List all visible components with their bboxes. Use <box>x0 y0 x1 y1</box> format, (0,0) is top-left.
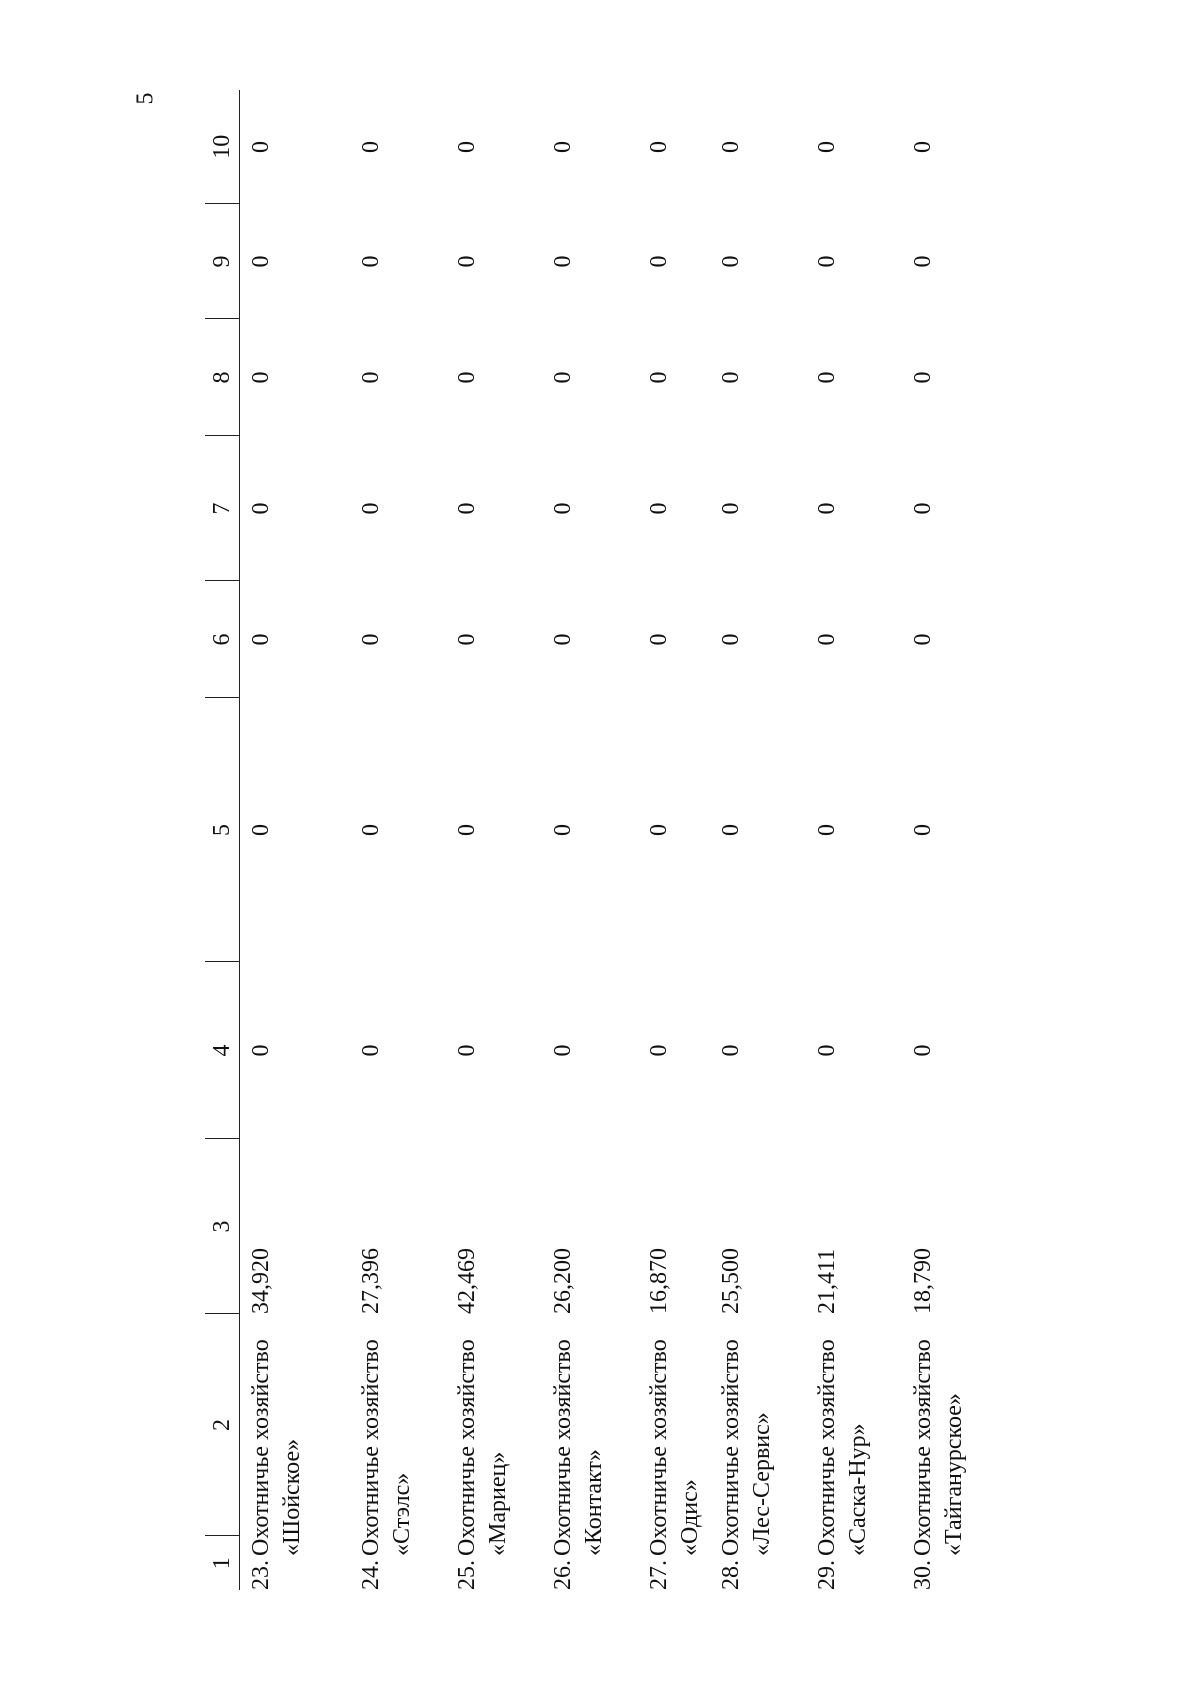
value-cell: 0 <box>248 824 274 836</box>
value-cell: 0 <box>813 502 840 515</box>
farm-name-cell <box>542 1314 638 1590</box>
value-cell: 0 <box>645 1044 672 1057</box>
column-header: 4 <box>205 962 240 1139</box>
row-number: 28. <box>717 1560 744 1590</box>
value-cell: 0 <box>909 1044 936 1057</box>
column-header: 10 <box>205 90 240 204</box>
value-cell: 0 <box>453 1044 480 1057</box>
value-cell: 0 <box>813 255 840 268</box>
row-number: 26. <box>549 1560 576 1590</box>
area-value-cell: 26,200 <box>549 1248 576 1314</box>
value-cell: 0 <box>357 502 384 515</box>
farm-name: Охотничье хозяйство «Мариец» <box>453 1339 511 1556</box>
value-cell: 0 <box>248 502 274 515</box>
column-header: 9 <box>205 204 240 319</box>
value-cell: 0 <box>909 141 936 153</box>
row-number: 27. <box>645 1560 672 1590</box>
value-cell: 0 <box>549 141 576 153</box>
value-cell: 0 <box>813 824 840 836</box>
value-cell: 0 <box>357 824 384 836</box>
page-number: 5 <box>132 92 159 105</box>
value-cell: 0 <box>357 141 384 153</box>
value-cell: 0 <box>248 1044 274 1057</box>
value-cell: 0 <box>717 633 744 646</box>
farm-name-cell <box>446 1314 542 1590</box>
value-cell: 0 <box>645 502 672 515</box>
farm-name-cell <box>638 1314 710 1590</box>
column-header: 7 <box>205 436 240 581</box>
area-value-cell: 34,920 <box>248 1248 274 1314</box>
value-cell: 0 <box>453 255 480 268</box>
value-cell: 0 <box>645 371 672 384</box>
value-cell: 0 <box>717 141 744 153</box>
column-header: 3 <box>205 1139 240 1314</box>
value-cell: 0 <box>549 502 576 515</box>
table-row <box>710 90 806 1590</box>
value-cell: 0 <box>248 371 274 384</box>
farm-name: Охотничье хозяйство «Стэлс» <box>357 1339 415 1556</box>
table-row <box>806 90 902 1590</box>
column-header: 6 <box>205 581 240 698</box>
area-value-cell: 27,396 <box>357 1248 384 1314</box>
value-cell: 0 <box>549 255 576 268</box>
value-cell: 0 <box>549 633 576 646</box>
farm-name-cell <box>806 1314 902 1590</box>
row-number: 23. <box>248 1560 274 1590</box>
row-number: 30. <box>909 1560 936 1590</box>
column-header: 2 <box>205 1314 240 1536</box>
farm-name: Охотничье хозяйство «Тайганурское» <box>909 1339 967 1556</box>
farm-name: Охотничье хозяйство «Контакт» <box>549 1339 607 1556</box>
value-cell: 0 <box>549 824 576 836</box>
column-header: 1 <box>205 1536 240 1590</box>
value-cell: 0 <box>453 371 480 384</box>
value-cell: 0 <box>717 255 744 268</box>
table-row <box>350 90 446 1590</box>
value-cell: 0 <box>357 371 384 384</box>
row-number: 25. <box>453 1560 480 1590</box>
farm-name-cell <box>902 1314 998 1590</box>
farm-name-cell <box>710 1314 806 1590</box>
table-row <box>240 90 350 1590</box>
value-cell: 0 <box>645 633 672 646</box>
value-cell: 0 <box>549 371 576 384</box>
value-cell: 0 <box>909 633 936 646</box>
value-cell: 0 <box>813 141 840 153</box>
value-cell: 0 <box>909 824 936 836</box>
farm-name: Охотничье хозяйство «Саска-Нур» <box>813 1339 871 1556</box>
value-cell: 0 <box>909 255 936 268</box>
value-cell: 0 <box>645 141 672 153</box>
value-cell: 0 <box>248 255 274 268</box>
value-cell: 0 <box>453 633 480 646</box>
farm-name: Охотничье хозяйство «Шойское» <box>248 1339 305 1556</box>
value-cell: 0 <box>717 502 744 515</box>
value-cell: 0 <box>717 824 744 836</box>
value-cell: 0 <box>717 371 744 384</box>
value-cell: 0 <box>717 1044 744 1057</box>
area-value-cell: 21,411 <box>813 1248 840 1314</box>
value-cell: 0 <box>453 141 480 153</box>
row-number: 24. <box>357 1560 384 1590</box>
value-cell: 0 <box>909 371 936 384</box>
value-cell: 0 <box>645 255 672 268</box>
farm-name-cell <box>350 1314 446 1590</box>
value-cell: 0 <box>549 1044 576 1057</box>
rotated-table-sheet <box>205 90 965 1590</box>
header-row <box>205 90 240 1590</box>
value-cell: 0 <box>813 1044 840 1057</box>
farm-name-cell <box>240 1314 350 1590</box>
area-value-cell: 18,790 <box>909 1248 936 1314</box>
column-header: 5 <box>205 698 240 962</box>
value-cell: 0 <box>645 824 672 836</box>
table-row <box>542 90 638 1590</box>
value-cell: 0 <box>453 824 480 836</box>
value-cell: 0 <box>357 255 384 268</box>
row-number: 29. <box>813 1560 840 1590</box>
value-cell: 0 <box>248 633 274 646</box>
table-row <box>446 90 542 1590</box>
farm-name: Охотничье хозяйство «Одис» <box>645 1339 703 1556</box>
hunting-farms-table <box>205 90 998 1590</box>
farm-name: Охотничье хозяйство «Лес-Сервис» <box>717 1339 775 1556</box>
value-cell: 0 <box>357 1044 384 1057</box>
table-row <box>902 90 998 1590</box>
value-cell: 0 <box>453 502 480 515</box>
value-cell: 0 <box>248 141 274 153</box>
area-value-cell: 42,469 <box>453 1248 480 1314</box>
table-row <box>638 90 710 1590</box>
value-cell: 0 <box>813 371 840 384</box>
area-value-cell: 25,500 <box>717 1248 744 1314</box>
area-value-cell: 16,870 <box>645 1248 672 1314</box>
value-cell: 0 <box>357 633 384 646</box>
value-cell: 0 <box>813 633 840 646</box>
value-cell: 0 <box>909 502 936 515</box>
column-header: 8 <box>205 319 240 436</box>
